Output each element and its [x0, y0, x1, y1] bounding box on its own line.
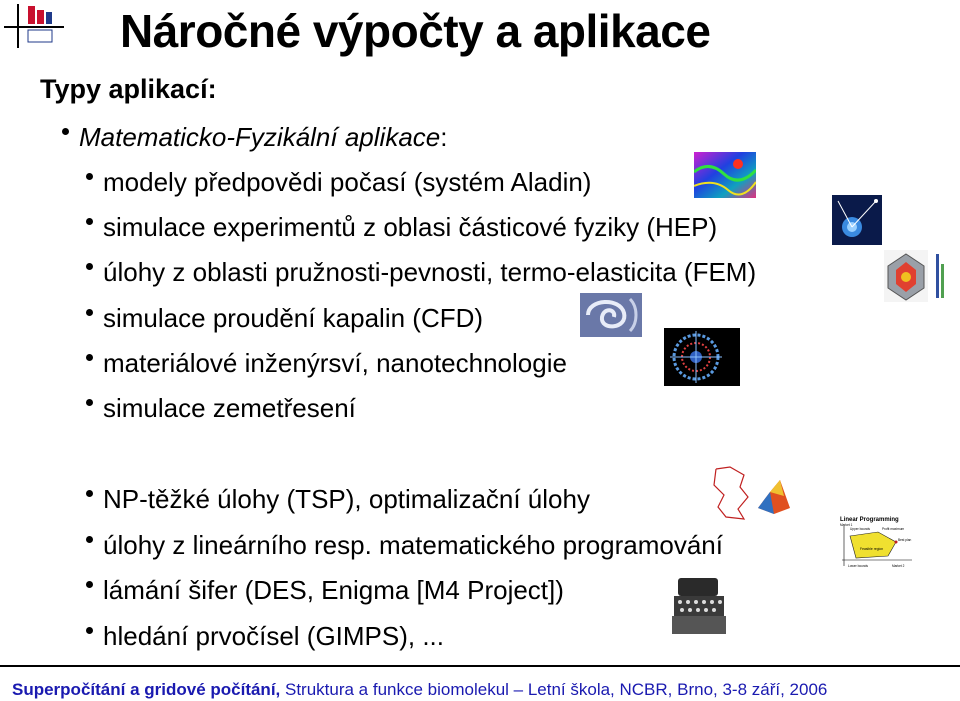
list-item-text: simulace experimentů z oblasi částicové fyziky (HEP) — [103, 212, 718, 242]
list-item-text: simulace zemetřesení — [103, 393, 356, 423]
bullet-colon: : — [440, 122, 448, 152]
chart-fragment-image — [934, 250, 948, 302]
university-logo — [4, 0, 64, 52]
lp-label-upper: Upper bounds — [850, 527, 871, 531]
footer-divider — [0, 665, 960, 667]
list-item — [86, 348, 567, 378]
bullet-icon — [86, 309, 93, 316]
bullet-icon — [86, 399, 93, 406]
lp-label-lower: Lower bounds — [848, 564, 869, 568]
bullet-icon — [86, 263, 93, 270]
lp-label-best: Best plan — [898, 538, 912, 542]
particle-physics-image — [832, 195, 882, 245]
tsp-route-image — [710, 463, 752, 523]
list-item-text: lámání šifer (DES, Enigma [M4 Project]) — [103, 575, 564, 605]
lp-label-profit: Profit maximum — [882, 527, 905, 531]
cfd-flow-image — [580, 293, 642, 337]
nanostructure-image — [664, 328, 740, 386]
weather-map-image — [694, 152, 756, 198]
list-item-text: úlohy z oblasti pružnosti-pevnosti, termo-elasticita (FEM) — [103, 257, 757, 287]
footer — [12, 680, 827, 700]
list-item-text: hledání prvočísel (GIMPS), ... — [103, 621, 445, 651]
lp-heading: Linear Programming — [840, 517, 899, 523]
list-item — [86, 257, 756, 287]
list-item — [86, 393, 356, 423]
list-item-text: modely předpovědi počasí (systém Aladin) — [103, 167, 592, 197]
fem-model-image — [884, 250, 928, 302]
bullet-label: Matematicko-Fyzikální aplikace — [79, 122, 441, 152]
list-item — [86, 621, 444, 651]
bullet-icon — [86, 490, 93, 497]
list-item — [86, 530, 723, 560]
bullet-icon — [86, 218, 93, 225]
bullet-icon — [86, 354, 93, 361]
list-item-text: úlohy z lineárního resp. matematického programování — [103, 530, 723, 560]
bullet-math-physics — [62, 122, 447, 152]
page-title: Náročné výpočty a aplikace — [120, 5, 711, 57]
list-item-text: materiálové inženýrsví, nanotechnologie — [103, 348, 567, 378]
enigma-machine-image — [668, 570, 730, 642]
list-item — [86, 303, 483, 333]
lp-label-feasible: Feasible region — [860, 547, 884, 551]
linear-programming-image — [838, 514, 916, 572]
lp-label-market1: Market 1 — [840, 523, 853, 527]
list-item — [86, 484, 590, 514]
list-item — [86, 575, 564, 605]
list-item-text: simulace proudění kapalin (CFD) — [103, 303, 484, 333]
list-item — [86, 212, 717, 242]
lp-label-market2: Market 2 — [892, 564, 905, 568]
footer-bold: Superpočítání a gridové počítání, — [12, 680, 281, 699]
bullet-icon — [86, 581, 93, 588]
list-item-text: NP-těžké úlohy (TSP), optimalizační úlohy — [103, 484, 590, 514]
list-item — [86, 167, 591, 197]
surface-plot-image — [756, 472, 792, 518]
bullet-icon — [86, 536, 93, 543]
bullet-icon — [86, 173, 93, 180]
footer-text: Struktura a funkce biomolekul – Letní škola, NCBR, Brno, 3-8 září, 2006 — [280, 680, 828, 699]
bullet-icon — [86, 627, 93, 634]
bullet-icon — [62, 128, 69, 135]
section-subtitle: Typy aplikací: — [40, 74, 217, 104]
